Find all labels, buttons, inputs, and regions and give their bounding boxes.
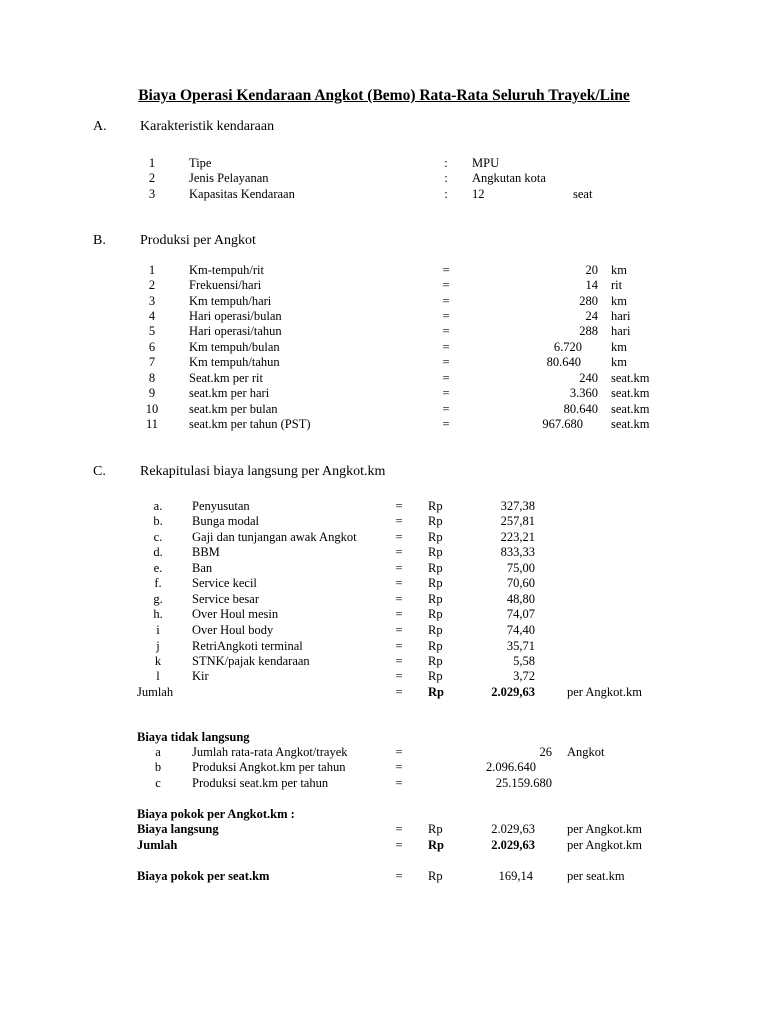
table-row [0, 530, 768, 545]
row-label: Km-tempuh/rit [189, 263, 264, 277]
row-number: 8 [148, 371, 156, 385]
row-separator: = [442, 340, 450, 354]
row-equals: = [395, 745, 403, 759]
row-value: 240 [579, 371, 598, 385]
row-unit: km [611, 340, 627, 354]
section-b-letter: B. [93, 233, 106, 248]
row-separator: : [444, 171, 448, 185]
per-seat-currency: Rp [428, 869, 443, 883]
indirect-heading: Biaya tidak langsung [137, 730, 250, 744]
row-number: 4 [148, 309, 156, 323]
row-separator: = [442, 294, 450, 308]
row-label: seat.km per tahun (PST) [189, 417, 311, 431]
section-c-letter: C. [93, 464, 106, 479]
per-seat-label: Biaya pokok per seat.km [137, 869, 270, 883]
total-value: 2.029,63 [491, 685, 535, 699]
row-number: 2 [148, 171, 156, 185]
table-row [0, 371, 768, 386]
basic-total-label: Jumlah [137, 838, 178, 852]
row-label: Frekuensi/hari [189, 278, 262, 292]
table-row [0, 294, 768, 309]
row-label: Km tempuh/bulan [189, 340, 280, 354]
row-letter: f. [154, 576, 162, 590]
direct-cost-label: Biaya langsung [137, 822, 219, 836]
table-row [0, 669, 768, 684]
row-equals: = [395, 654, 403, 668]
table-row [0, 776, 768, 791]
section-a-heading: Karakteristik kendaraan [140, 119, 275, 134]
basic-total-value: 2.029,63 [491, 838, 535, 852]
row-value: 327,38 [500, 499, 535, 513]
row-equals: = [395, 514, 403, 528]
direct-cost-value: 2.029,63 [491, 822, 535, 836]
row-value: 70,60 [506, 576, 535, 590]
basic-cost-heading: Biaya pokok per Angkot.km : [137, 807, 295, 821]
row-letter: b. [153, 514, 163, 528]
row-label: Km tempuh/tahun [189, 355, 280, 369]
row-number: 5 [148, 324, 156, 338]
row-value: 967.680 [542, 417, 583, 431]
section-c-heading: Rekapitulasi biaya langsung per Angkot.km [140, 464, 386, 479]
row-equals: = [395, 530, 403, 544]
row-label: Service kecil [192, 576, 257, 590]
row-equals: = [395, 545, 403, 559]
row-label: Kir [192, 669, 209, 683]
row-value: 223,21 [500, 530, 535, 544]
row-value: 35,71 [506, 639, 535, 653]
basic-total-currency: Rp [428, 838, 444, 852]
row-value: 3,72 [513, 669, 535, 683]
table-row [0, 263, 768, 278]
row-separator: = [442, 417, 450, 431]
row-currency: Rp [428, 607, 443, 621]
row-label: Jenis Pelayanan [189, 171, 269, 185]
row-unit: Angkot [567, 745, 605, 759]
row-value: 5,58 [513, 654, 535, 668]
row-label: Tipe [189, 156, 212, 170]
table-row [0, 309, 768, 324]
row-value: 80.640 [546, 355, 581, 369]
row-letter: k [154, 654, 162, 668]
row-separator: = [442, 324, 450, 338]
basic-total-unit: per Angkot.km [567, 838, 642, 852]
row-unit: hari [611, 324, 631, 338]
row-number: 2 [148, 278, 156, 292]
row-unit: rit [611, 278, 623, 292]
row-label: Over Houl body [192, 623, 274, 637]
row-letter: h. [153, 607, 163, 621]
row-number: 7 [148, 355, 156, 369]
table-row [0, 607, 768, 622]
table-row [0, 171, 768, 186]
row-separator: : [444, 187, 448, 201]
row-equals: = [395, 776, 403, 790]
row-equals: = [395, 669, 403, 683]
row-equals: = [395, 607, 403, 621]
table-row [0, 386, 768, 401]
row-value: 257,81 [500, 514, 535, 528]
table-row [0, 576, 768, 591]
row-label: STNK/pajak kendaraan [192, 654, 310, 668]
row-value: 14 [585, 278, 598, 292]
row-equals: = [395, 639, 403, 653]
total-equals: = [395, 685, 403, 699]
row-label: Penyusutan [192, 499, 250, 513]
table-row [0, 156, 768, 171]
row-number: 6 [148, 340, 156, 354]
row-unit: seat.km [611, 386, 650, 400]
row-number: 3 [148, 294, 156, 308]
row-unit: seat.km [611, 417, 650, 431]
row-label: Km tempuh/hari [189, 294, 272, 308]
section-b-heading: Produksi per Angkot [140, 233, 256, 248]
row-label: RetriAngkoti terminal [192, 639, 303, 653]
row-value: 288 [579, 324, 598, 338]
row-label: seat.km per bulan [189, 402, 278, 416]
total-label: Jumlah [137, 685, 174, 699]
direct-cost-unit: per Angkot.km [567, 822, 642, 836]
row-value: 24 [585, 309, 598, 323]
row-separator: = [442, 355, 450, 369]
row-separator: = [442, 309, 450, 323]
per-seat-value: 169,14 [498, 869, 533, 883]
per-seat-row [0, 869, 768, 884]
row-separator: : [444, 156, 448, 170]
row-currency: Rp [428, 623, 443, 637]
table-row [0, 499, 768, 514]
row-label: Ban [192, 561, 213, 575]
row-letter: i [156, 623, 160, 637]
table-row [0, 561, 768, 576]
row-number: 1 [148, 156, 156, 170]
row-number: 3 [148, 187, 156, 201]
row-currency: Rp [428, 514, 443, 528]
table-row [0, 745, 768, 760]
row-label: Over Houl mesin [192, 607, 279, 621]
section-a-letter: A. [93, 119, 107, 134]
table-row [0, 355, 768, 370]
table-row [0, 402, 768, 417]
row-value: 74,07 [506, 607, 535, 621]
row-unit: hari [611, 309, 631, 323]
per-seat-unit: per seat.km [567, 869, 625, 883]
row-label: Hari operasi/bulan [189, 309, 282, 323]
row-equals: = [395, 592, 403, 606]
table-row [0, 623, 768, 638]
row-unit: km [611, 355, 627, 369]
row-equals: = [395, 576, 403, 590]
total-unit: per Angkot.km [567, 685, 642, 699]
row-value: 80.640 [563, 402, 598, 416]
table-row [0, 417, 768, 432]
row-value: 3.360 [569, 386, 598, 400]
row-currency: Rp [428, 669, 443, 683]
row-letter: b [154, 760, 162, 774]
row-separator: = [442, 371, 450, 385]
row-label: Produksi Angkot.km per tahun [192, 760, 346, 774]
row-value: MPU [472, 156, 500, 170]
table-row [0, 592, 768, 607]
basic-total-equals: = [395, 838, 403, 852]
row-separator: = [442, 263, 450, 277]
row-letter: l [156, 669, 160, 683]
row-equals: = [395, 499, 403, 513]
row-label: Service besar [192, 592, 259, 606]
row-equals: = [395, 760, 403, 774]
row-unit: km [611, 263, 627, 277]
row-value: 2.096.640 [486, 760, 536, 774]
row-equals: = [395, 623, 403, 637]
row-value: 25.159.680 [495, 776, 552, 790]
row-letter: c. [153, 530, 163, 544]
table-row [0, 278, 768, 293]
row-currency: Rp [428, 592, 443, 606]
row-currency: Rp [428, 639, 443, 653]
row-letter: e. [153, 561, 163, 575]
row-value: 280 [579, 294, 598, 308]
row-label: Seat.km per rit [189, 371, 263, 385]
row-currency: Rp [428, 499, 443, 513]
row-currency: Rp [428, 561, 443, 575]
direct-cost-equals: = [395, 822, 403, 836]
row-letter: d. [153, 545, 163, 559]
row-label: BBM [192, 545, 220, 559]
table-row [0, 654, 768, 669]
row-value: 74,40 [506, 623, 535, 637]
table-row [0, 324, 768, 339]
document-title: Biaya Operasi Kendaraan Angkot (Bemo) Rata-Rata Seluruh Trayek/Line [138, 87, 630, 104]
row-separator: = [442, 278, 450, 292]
row-letter: j [156, 639, 160, 653]
row-number: 1 [148, 263, 156, 277]
row-letter: g. [153, 592, 163, 606]
total-row [0, 685, 768, 700]
row-value: Angkutan kota [472, 171, 546, 185]
row-label: seat.km per hari [189, 386, 270, 400]
row-value: 833,33 [500, 545, 535, 559]
table-row [0, 760, 768, 775]
table-row [0, 340, 768, 355]
row-number: 11 [145, 417, 159, 431]
row-label: Gaji dan tunjangan awak Angkot [192, 530, 357, 544]
row-number: 9 [148, 386, 156, 400]
row-currency: Rp [428, 576, 443, 590]
row-letter: a [155, 745, 161, 759]
row-number: 10 [145, 402, 159, 416]
row-unit: seat [573, 187, 593, 201]
row-separator: = [442, 386, 450, 400]
table-row [0, 187, 768, 202]
row-currency: Rp [428, 530, 443, 544]
row-unit: km [611, 294, 627, 308]
row-value: 26 [539, 745, 552, 759]
row-label: Produksi seat.km per tahun [192, 776, 329, 790]
row-label: Jumlah rata-rata Angkot/trayek [192, 745, 348, 759]
row-unit: seat.km [611, 402, 650, 416]
row-value: 48,80 [506, 592, 535, 606]
per-seat-equals: = [395, 869, 403, 883]
table-row [0, 639, 768, 654]
row-currency: Rp [428, 654, 443, 668]
row-label: Kapasitas Kendaraan [189, 187, 295, 201]
table-row [0, 545, 768, 560]
row-letter: a. [153, 499, 163, 513]
row-value: 20 [585, 263, 598, 277]
row-value: 12 [472, 187, 485, 201]
total-currency: Rp [428, 685, 444, 699]
table-row [0, 514, 768, 529]
row-label: Hari operasi/tahun [189, 324, 282, 338]
row-letter: c [155, 776, 161, 790]
row-unit: seat.km [611, 371, 650, 385]
row-separator: = [442, 402, 450, 416]
row-value: 6.720 [553, 340, 582, 354]
basic-total-row [0, 838, 768, 853]
row-label: Bunga modal [192, 514, 260, 528]
direct-cost-row [0, 822, 768, 837]
row-currency: Rp [428, 545, 443, 559]
direct-cost-currency: Rp [428, 822, 443, 836]
row-equals: = [395, 561, 403, 575]
row-value: 75,00 [506, 561, 535, 575]
